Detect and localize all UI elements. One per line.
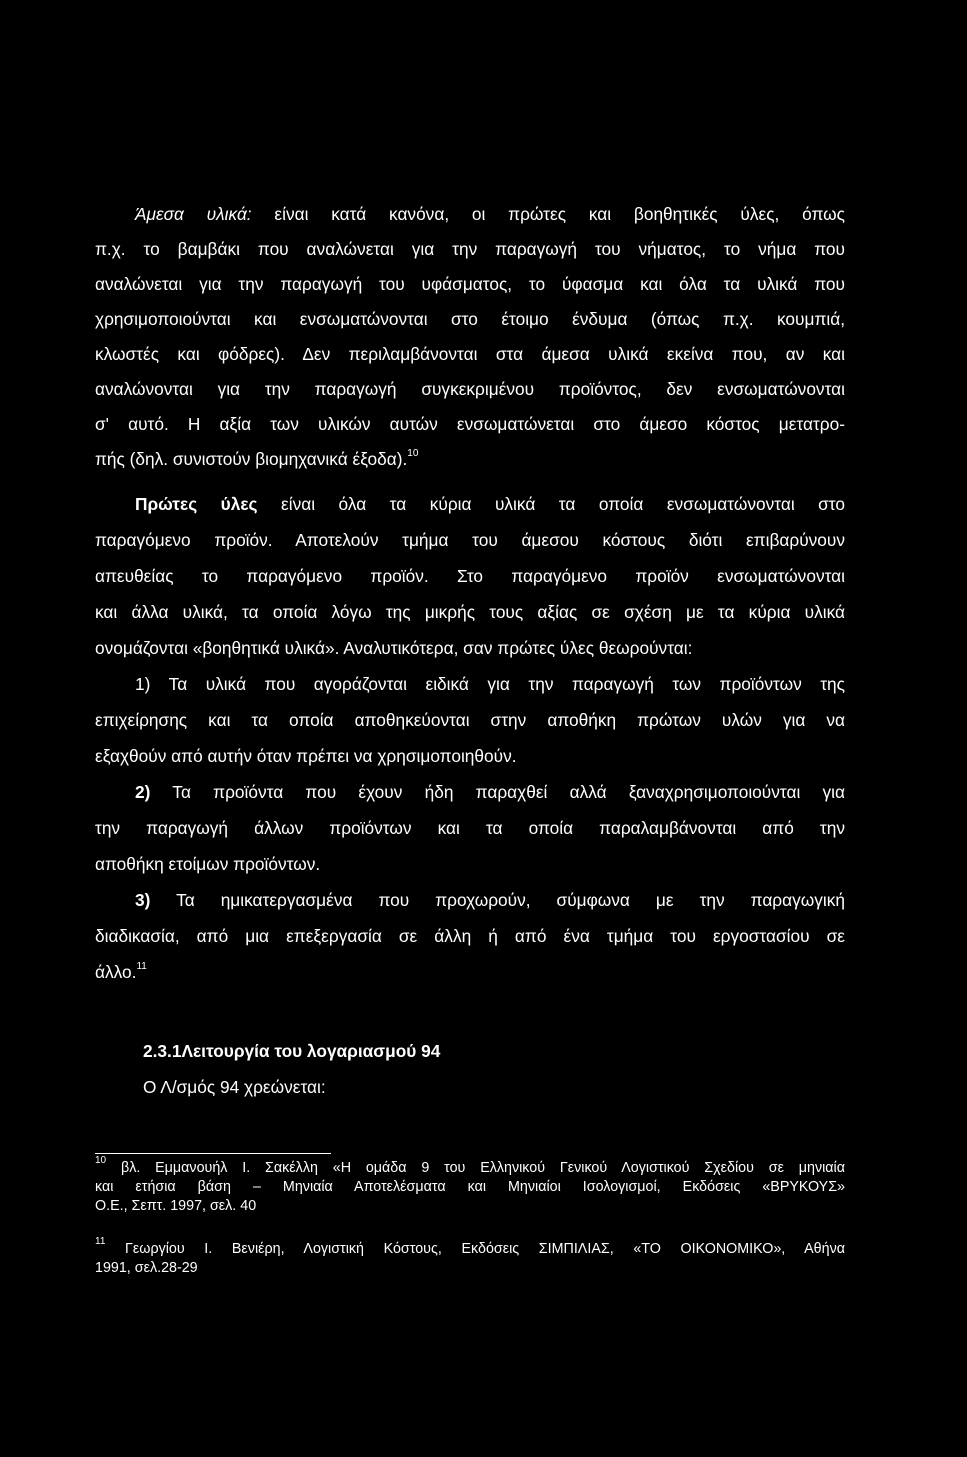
paragraph-line: αναλώνονται για την παραγωγή συγκεκριμένου προϊόντος, δεν ενσωματώνονται — [95, 379, 845, 399]
footnote-line: και ετήσια βάση – Μηνιαία Αποτελέσματα και Μηνιαίοι Ισολογισμοί, Εκδόσεις «ΒΡΥΚΟΥΣ» — [95, 1179, 845, 1195]
list-item-line: εξαχθούν από αυτήν όταν πρέπει να χρησιμοποιηθούν. — [95, 746, 517, 766]
paragraph-line: Πρώτες ύλες είναι όλα τα κύρια υλικά τα οποία ενσωματώνονται στο — [135, 494, 846, 514]
paragraph-line: Άμεσα υλικά: είναι κατά κανόνα, οι πρώτες και βοηθητικές ύλες, όπως — [135, 204, 846, 224]
list-item-line: διαδικασία, από μια επεξεργασία σε άλλη ή από ένα τμήμα του εργοστασίου σε — [95, 926, 845, 946]
footnote-ref-11[interactable]: 11 — [136, 961, 147, 972]
footnote-ref-10[interactable]: 10 — [407, 448, 419, 459]
paragraph-line: και άλλα υλικά, τα οποία λόγω της μικρής τους αξίας σε σχέση με τα κύρια υλικά — [95, 602, 845, 622]
paragraph-line: απευθείας το παραγόμενο προϊόν. Στο παραγόμενο προϊόν ενσωματώνονται — [95, 566, 845, 586]
list-item-line: άλλο.$^{11}$ — [95, 961, 147, 982]
paragraph-line: κλωστές και φόδρες). Δεν περιλαμβάνονται στα άμεσα υλικά εκείνα που, αν και — [95, 344, 845, 364]
paragraph-line: πής (δηλ. συνιστούν βιομηχανικά έξοδα).$^{10}$ — [95, 448, 419, 469]
term-direct-materials: Άμεσα υλικά: — [135, 204, 252, 224]
list-item-1: 1) Τα υλικά που αγοράζονται ειδικά για την παραγωγή των προϊόντων της — [135, 674, 845, 694]
footnote-line: 1991, σελ.28-29 — [95, 1260, 198, 1276]
term-raw-materials: Πρώτες ύλες — [135, 494, 258, 514]
paragraph-line: παραγόμενο προϊόν. Αποτελούν τμήμα του άμεσου κόστους διότι επιβαρύνουν — [95, 530, 845, 550]
paragraph-line: αναλώνεται για την παραγωγή του υφάσματος, το ύφασμα και όλα τα υλικά που — [95, 274, 845, 294]
footnote-line: Ο.Ε., Σεπτ. 1997, σελ. 40 — [95, 1198, 257, 1214]
paragraph-line: χρησιμοποιούνται και ενσωματώνονται στο έτοιμο ένδυμα (όπως π.χ. κουμπιά, — [95, 309, 845, 329]
section-heading: 2.3.1Λειτουργία του λογαριασμού 94 — [143, 1041, 441, 1061]
section-subtitle: Ο Λ/σμός 94 χρεώνεται: — [143, 1077, 326, 1097]
list-item-line: επιχείρησης και τα οποία αποθηκεύονται στην αποθήκη πρώτων υλών για να — [95, 710, 845, 730]
paragraph-line: ονομάζονται «βοηθητικά υλικά». Αναλυτικότερα, σαν πρώτες ύλες θεωρούνται: — [95, 638, 693, 658]
paragraph-line: π.χ. το βαμβάκι που αναλώνεται για την παραγωγή του νήματος, το νήμα που — [95, 239, 845, 259]
list-item-3: 3) Τα ημικατεργασμένα που προχωρούν, σύμφωνα με την παραγωγική — [135, 890, 845, 910]
footnote-11: $^{11}$ Γεωργίου Ι. Βενιέρη, Λογιστική Κόστους, Εκδόσεις ΣΙΜΠΙΛΙΑΣ, «ΤΟ ΟΙΚΟΝΟΜΙΚΟ», Αθήνα — [95, 1236, 845, 1257]
list-item-2: 2) Τα προϊόντα που έχουν ήδη παραχθεί αλλά ξαναχρησιμοποιούνται για — [135, 782, 845, 802]
paragraph-line: σ' αυτό. Η αξία των υλικών αυτών ενσωματώνεται στο άμεσο κόστος μετατρο- — [95, 414, 845, 434]
footnote-10: $^{10}$ βλ. Εμμανουήλ Ι. Σακέλλη «Η ομάδα 9 του Ελληνικού Γενικού Λογιστικού Σχεδίου σε μηνιαία — [95, 1155, 845, 1176]
list-item-line: αποθήκη ετοίμων προϊόντων. — [95, 854, 321, 874]
footnote-separator — [95, 1153, 331, 1154]
list-item-line: την παραγωγή άλλων προϊόντων και τα οποία παραλαμβάνονται από την — [95, 818, 845, 838]
